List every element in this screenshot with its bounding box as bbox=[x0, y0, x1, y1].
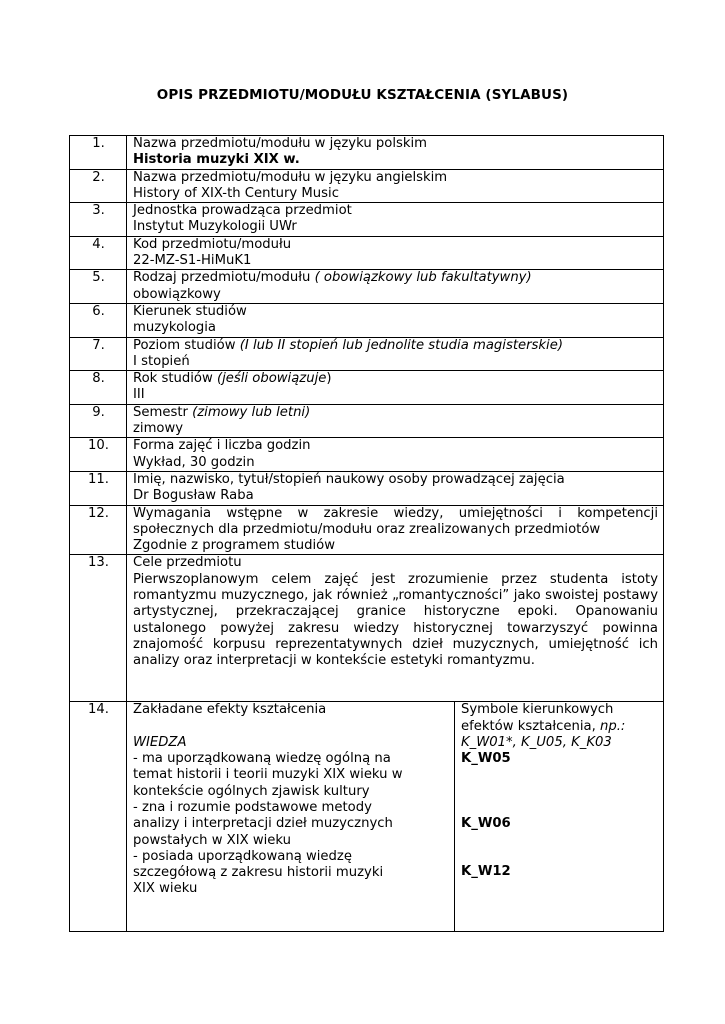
effect-item: - zna i rozumie podstawowe metody analizy i interpretacji dzieł muzycznych powstałych w XIX wieku bbox=[133, 799, 393, 848]
row-number: 14. bbox=[70, 702, 127, 932]
row-number: 6. bbox=[70, 303, 127, 337]
row-label: Jednostka prowadząca przedmiot bbox=[133, 203, 352, 219]
row-content bbox=[127, 270, 664, 304]
effect-item: - ma uporządkowaną wiedzę ogólną na temat historii i teorii muzyki XIX wieku w kontekście ogólnych zjawisk kultury bbox=[133, 751, 403, 799]
row-label: Imię, nazwisko, tytuł/stopień naukowy osoby prowadzącej zajęcia bbox=[133, 471, 565, 487]
row-label: Poziom studiów (I lub II stopień lub jednolite studia magisterskie) bbox=[133, 337, 563, 353]
row-number: 5. bbox=[70, 270, 127, 304]
table-row bbox=[70, 136, 664, 170]
row-number: 7. bbox=[70, 337, 127, 371]
row-label: Cele przedmiotu bbox=[133, 555, 242, 571]
row-label: Semestr (zimowy lub letni) bbox=[133, 404, 311, 420]
row-value: 22-MZ-S1-HiMuK1 bbox=[133, 253, 252, 269]
row-number: 13. bbox=[70, 555, 127, 702]
effects-cell bbox=[127, 702, 455, 932]
row-label: Rok studiów (jeśli obowiązuje) bbox=[133, 371, 332, 387]
row-label: Nazwa przedmiotu/modułu w języku angielskim bbox=[133, 169, 448, 185]
row-value: Dr Bogusław Raba bbox=[133, 488, 254, 504]
table-row bbox=[70, 203, 664, 237]
row-content bbox=[127, 555, 664, 702]
row-label-hint: (I lub II stopień lub jednolite studia magisterskie) bbox=[239, 337, 563, 353]
row-content bbox=[127, 169, 664, 203]
symbol-code: K_W12 bbox=[461, 863, 511, 879]
symbols-header: Symbole kierunkowych efektów kształcenia, np.: K_W01*, K_U05, K_K03 bbox=[461, 702, 626, 751]
row-number: 8. bbox=[70, 371, 127, 405]
row-value: Historia muzyki XIX w. bbox=[133, 152, 300, 168]
row-value: History of XIX-th Century Music bbox=[133, 185, 339, 201]
row-label-hint: ( obowiązkowy lub fakultatywny) bbox=[314, 270, 532, 286]
symbols-cell bbox=[455, 702, 664, 932]
row-value: Instytut Muzykologii UWr bbox=[133, 219, 297, 235]
row-label-hint: (jeśli obowiązuje bbox=[216, 371, 327, 387]
row-label: Wymagania wstępne w zakresie wiedzy, umiejętności i kompetencji społecznych dla przedmiotu/modułu oraz zrealizowanych przedmiotów bbox=[133, 505, 659, 537]
row-content bbox=[127, 136, 664, 170]
row-value: III bbox=[133, 387, 145, 403]
table-row bbox=[70, 303, 664, 337]
row-label: Rodzaj przedmiotu/modułu ( obowiązkowy lub fakultatywny) bbox=[133, 270, 532, 286]
effect-item: - posiada uporządkowaną wiedzę szczegółową z zakresu historii muzyki XIX wieku bbox=[133, 848, 384, 897]
row-content bbox=[127, 371, 664, 405]
row-content bbox=[127, 203, 664, 237]
row-content bbox=[127, 337, 664, 371]
symbols-example: np.: K_W01*, K_U05, K_K03 bbox=[461, 718, 626, 751]
row-number: 12. bbox=[70, 505, 127, 555]
row-label: Kierunek studiów bbox=[133, 303, 247, 319]
row-label-hint: (zimowy lub letni) bbox=[192, 404, 311, 420]
table-row bbox=[70, 471, 664, 505]
table-row bbox=[70, 371, 664, 405]
row-content bbox=[127, 505, 664, 555]
effects-section-heading: WIEDZA bbox=[133, 734, 187, 750]
row-number: 9. bbox=[70, 404, 127, 438]
row-number: 3. bbox=[70, 203, 127, 237]
table-row bbox=[70, 169, 664, 203]
table-row bbox=[70, 505, 664, 555]
table-row bbox=[70, 702, 664, 932]
row-label: Kod przedmiotu/modułu bbox=[133, 236, 292, 252]
row-value: muzykologia bbox=[133, 320, 217, 336]
symbol-code: K_W05 bbox=[461, 751, 511, 767]
row-content bbox=[127, 471, 664, 505]
table-row bbox=[70, 555, 664, 702]
page-title: OPIS PRZEDMIOTU/MODUŁU KSZTAŁCENIA (SYLABUS) bbox=[156, 87, 569, 103]
effects-label: Zakładane efekty kształcenia bbox=[133, 702, 327, 718]
row-number: 11. bbox=[70, 471, 127, 505]
row-number: 1. bbox=[70, 136, 127, 170]
row-number: 2. bbox=[70, 169, 127, 203]
row-label: Forma zajęć i liczba godzin bbox=[133, 438, 311, 454]
table-row bbox=[70, 270, 664, 304]
row-value: Pierwszoplanowym celem zajęć jest zrozumienie przez studenta istoty romantyzmu muzycznego, jak również „romantyczności” jako swoistej postawy artystycznej, przekraczającej granice historyczne epoki. Opanowaniu ustalonego powyżej zakresu wiedzy historycznej towarzyszyć powinna znajomość korpusu reprezentatywnych dzieł muzycznych, umiejętność ich analizy oraz interpretacji w kontekście estetyki romantyzmu. bbox=[133, 571, 659, 669]
table-row bbox=[70, 337, 664, 371]
row-content bbox=[127, 438, 664, 472]
row-value: obowiązkowy bbox=[133, 286, 221, 302]
row-content bbox=[127, 303, 664, 337]
table-row bbox=[70, 236, 664, 270]
row-value: zimowy bbox=[133, 421, 184, 437]
row-content bbox=[127, 236, 664, 270]
row-number: 10. bbox=[70, 438, 127, 472]
row-value: Wykład, 30 godzin bbox=[133, 454, 255, 470]
row-value: I stopień bbox=[133, 353, 190, 369]
table-row bbox=[70, 404, 664, 438]
row-number: 4. bbox=[70, 236, 127, 270]
symbol-code: K_W06 bbox=[461, 815, 511, 831]
row-content bbox=[127, 404, 664, 438]
syllabus-table bbox=[69, 135, 664, 932]
table-row bbox=[70, 438, 664, 472]
row-value: Zgodnie z programem studiów bbox=[133, 538, 336, 554]
row-label: Nazwa przedmiotu/modułu w języku polskim bbox=[133, 136, 428, 151]
